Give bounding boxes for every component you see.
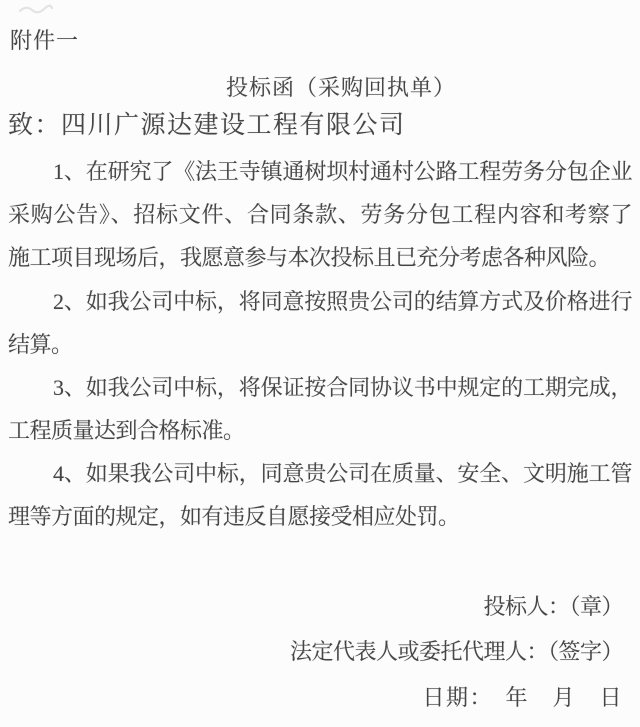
bidder-signature-line: 投标人：（章） <box>483 594 623 619</box>
document-title: 投标函（采购回执单） <box>225 75 456 100</box>
body-line: 理等方面的规定，如有违反自愿接受相应处罚。 <box>8 504 460 529</box>
body-line: 工程质量达到合格标准。 <box>8 418 245 443</box>
attachment-label: 附件一 <box>10 28 80 53</box>
body-line: 2、如我公司中标，将同意按照贵公司的结算方式及价格进行 <box>53 289 632 314</box>
representative-signature-line: 法定代表人或委托代理人：（签字） <box>289 639 623 664</box>
salutation-line: 致：四川广源达建设工程有限公司 <box>8 112 406 139</box>
date-line: 日期： 年 月 日 <box>422 685 623 710</box>
body-line: 施工项目现场后，我愿意参与本次投标且已充分考虑各种风险。 <box>8 245 611 270</box>
body-line: 采购公告》、招标文件、合同条款、劳务分包工程内容和考察了 <box>8 202 632 227</box>
scan-artifact <box>18 2 54 16</box>
body-line: 结算。 <box>8 332 73 357</box>
body-line: 1、在研究了《法王寺镇通树坝村通村公路工程劳务分包企业 <box>53 159 632 184</box>
body-line: 3、如我公司中标，将保证按合同协议书中规定的工期完成， <box>53 375 632 400</box>
body-line: 4、如果我公司中标，同意贵公司在质量、安全、文明施工管 <box>53 461 632 486</box>
